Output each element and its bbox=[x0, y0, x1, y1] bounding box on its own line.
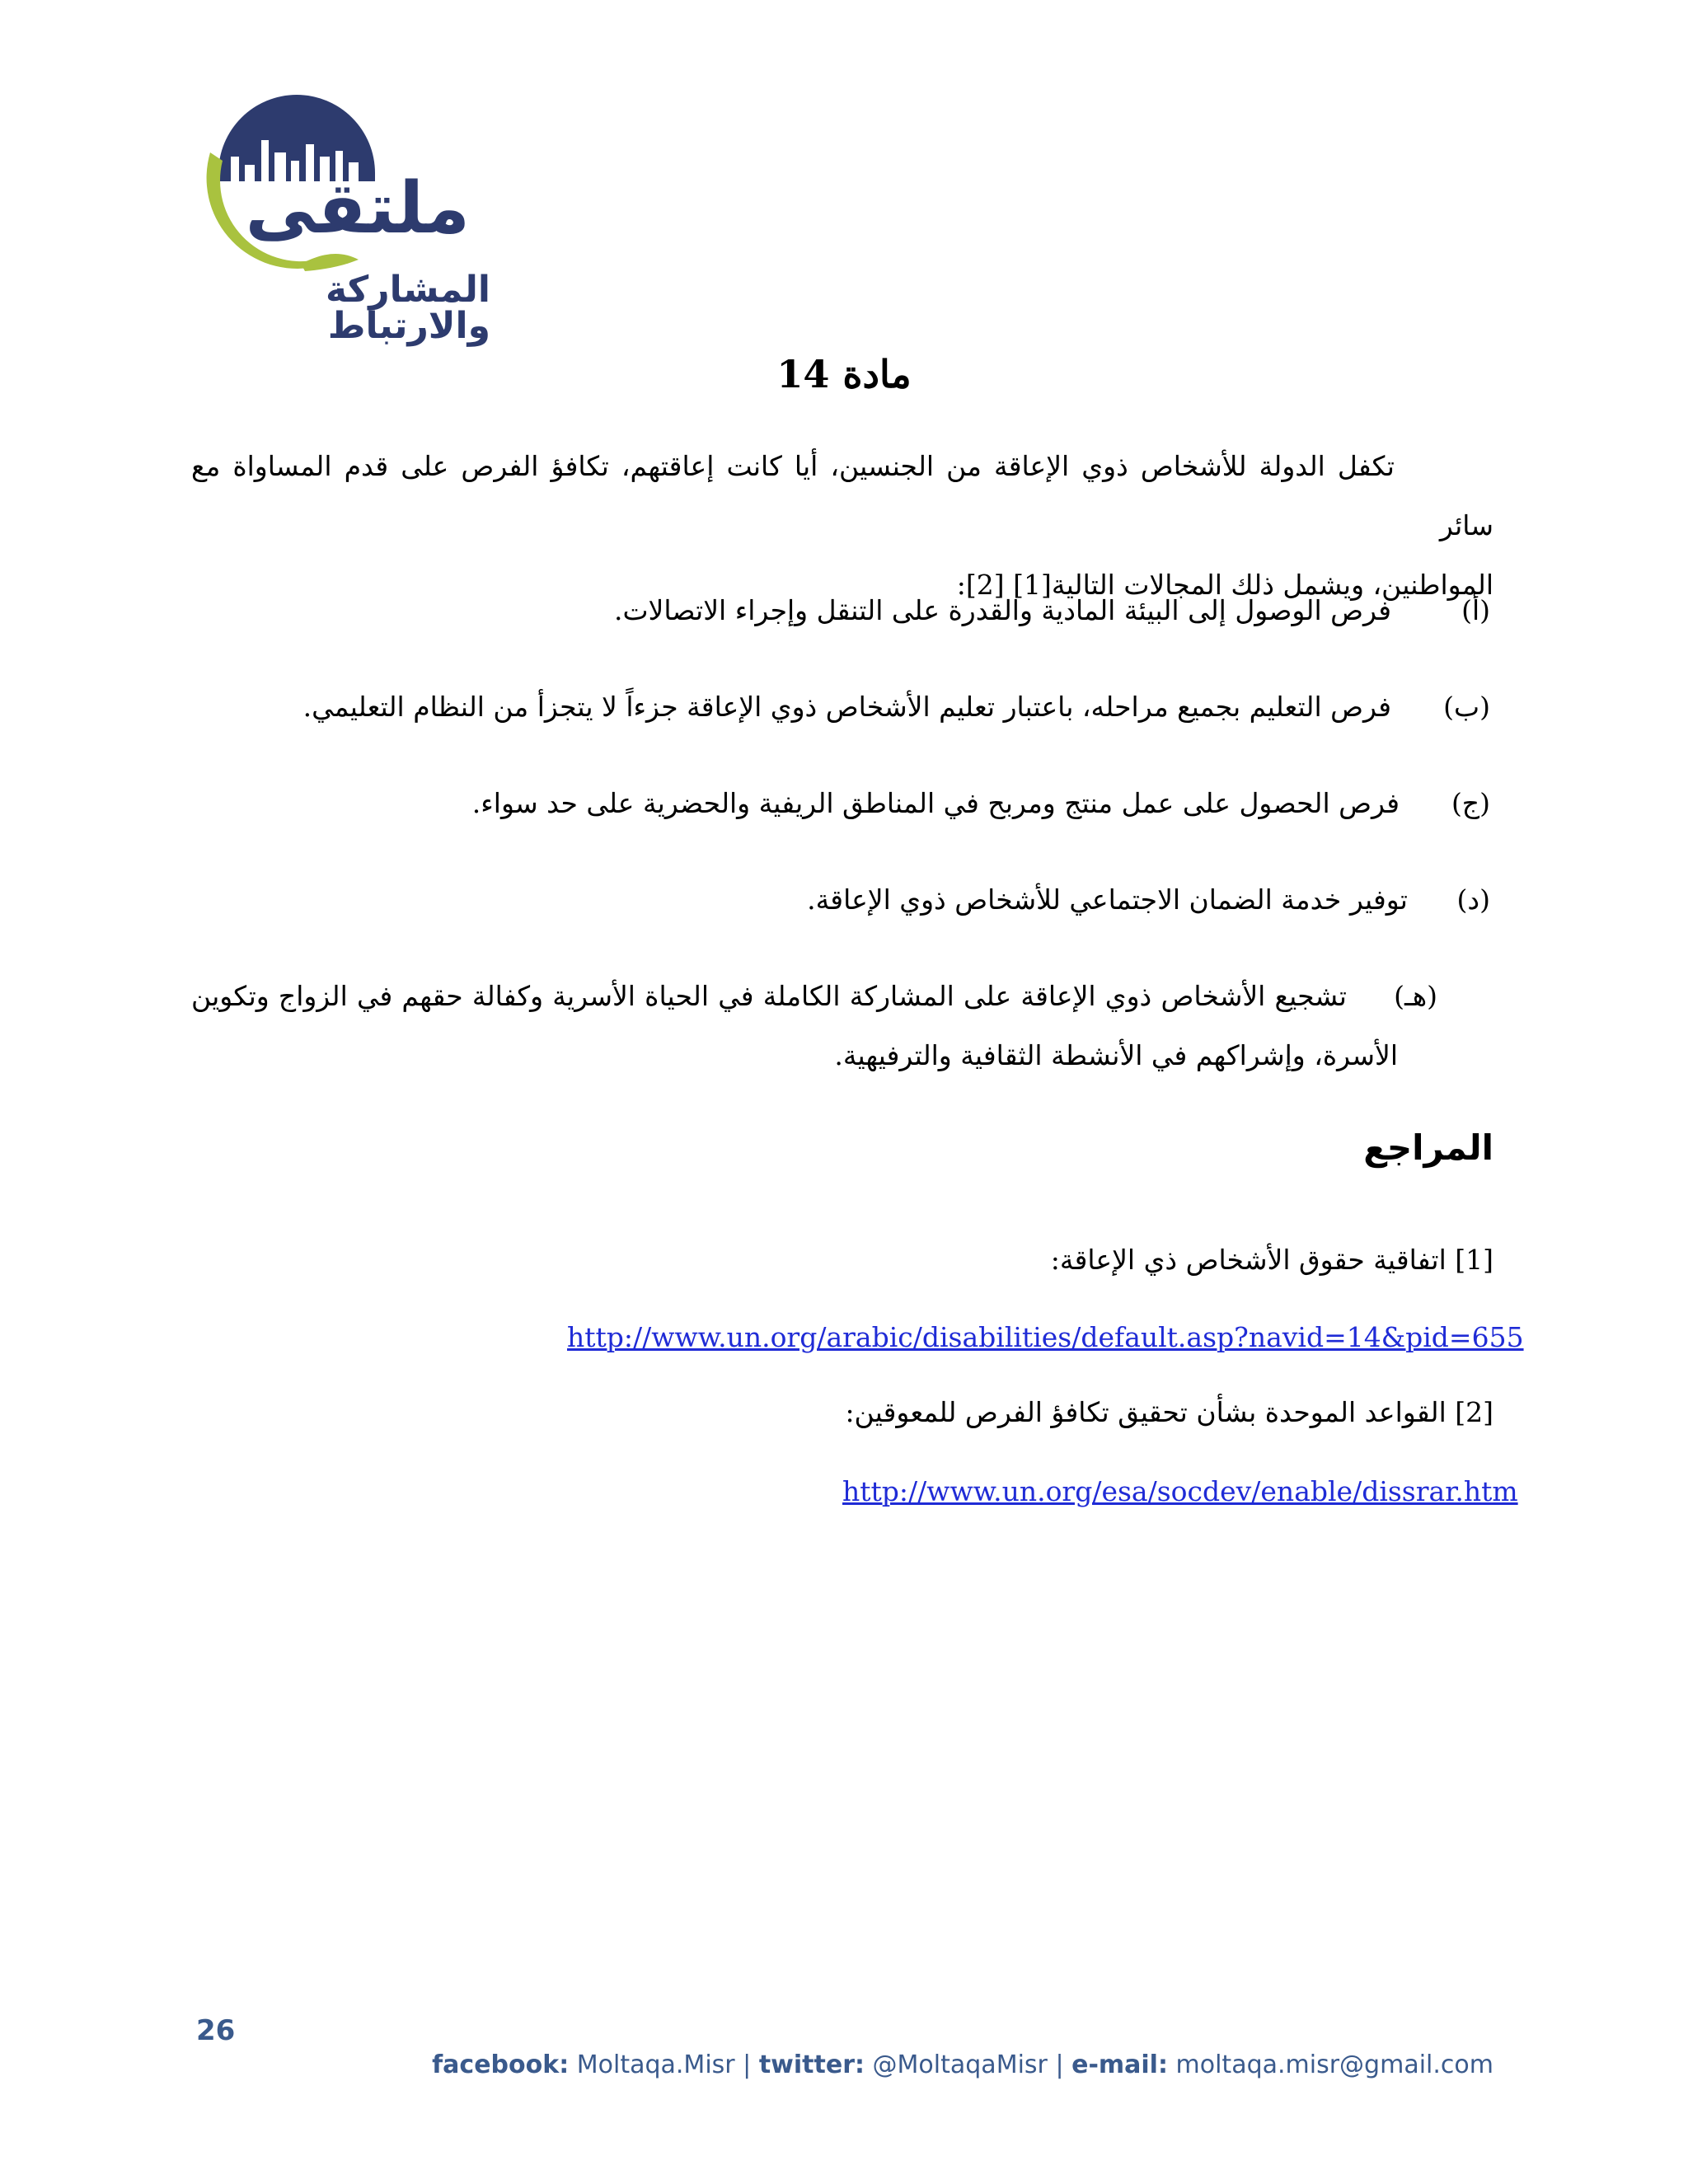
list-item bbox=[188, 677, 1490, 737]
email-value[interactable]: moltaqa.misr@gmail.com bbox=[1175, 2050, 1493, 2079]
separator: | bbox=[743, 2050, 752, 2079]
list-item bbox=[191, 967, 1493, 1085]
twitter-value[interactable]: @MoltaqaMisr bbox=[872, 2050, 1048, 2079]
reference-label: [1] اتفاقية حقوق الأشخاص ذي الإعاقة: bbox=[1050, 1244, 1493, 1276]
reference-link[interactable]: http://www.un.org/esa/socdev/enable/dissrar.htm bbox=[842, 1475, 1518, 1507]
twitter-label: twitter: bbox=[758, 2050, 865, 2079]
intro-line-2: المواطنين، ويشمل ذلك المجالات التالية[1] [2]: bbox=[956, 569, 1493, 601]
item-marker: (د) bbox=[1456, 883, 1490, 916]
item-text: فرص التعليم بجميع مراحله، باعتبار تعليم الأشخاص ذوي الإعاقة جزءاً لا يتجزأ من النظام التعليمي. bbox=[302, 691, 1391, 723]
item-text: توفير خدمة الضمان الاجتماعي للأشخاص ذوي الإعاقة. bbox=[807, 883, 1408, 916]
list-item bbox=[188, 774, 1490, 833]
item-marker: (ج) bbox=[1451, 787, 1490, 819]
logo-subtitle: المشاركة والارتباط bbox=[326, 269, 490, 347]
item-text-continued: الأسرة، وإشراكهم في الأنشطة الثقافية والترفيهية. bbox=[834, 1039, 1398, 1071]
list-item bbox=[188, 581, 1490, 640]
reference-label: [2] القواعد الموحدة بشأن تحقيق تكافؤ الفرص للمعوقين: bbox=[845, 1396, 1493, 1428]
item-text: تشجيع الأشخاص ذوي الإعاقة على المشاركة الكاملة في الحياة الأسرية وكفالة حقهم في الزواج وتكوين bbox=[191, 980, 1347, 1012]
item-text: فرص الوصول إلى البيئة المادية والقدرة على التنقل وإجراء الاتصالات. bbox=[613, 594, 1391, 626]
separator: | bbox=[1055, 2050, 1064, 2079]
email-label: e-mail: bbox=[1071, 2050, 1168, 2079]
intro-line-1: تكفل الدولة للأشخاص ذوي الإعاقة من الجنسين، أيا كانت إعاقتهم، تكافؤ الفرص على قدم المساواة مع سائر bbox=[191, 450, 1493, 541]
item-text: فرص الحصول على عمل منتج ومربح في المناطق الريفية والحضرية على حد سواء. bbox=[471, 787, 1400, 819]
article-title: مادة 14 bbox=[776, 352, 912, 396]
reference-link[interactable]: http://www.un.org/arabic/disabilities/default.asp?navid=14&pid=655 bbox=[567, 1321, 1524, 1353]
logo-name: ملتقى bbox=[245, 167, 470, 250]
item-marker: (هـ) bbox=[1394, 980, 1437, 1012]
references-title: المراجع bbox=[1363, 1127, 1493, 1168]
item-marker: (ب) bbox=[1443, 691, 1490, 723]
facebook-value[interactable]: Moltaqa.Misr bbox=[576, 2050, 735, 2079]
item-marker: (أ) bbox=[1461, 594, 1490, 626]
contact-footer bbox=[432, 2050, 1493, 2079]
list-item bbox=[188, 870, 1490, 930]
facebook-label: facebook: bbox=[432, 2050, 570, 2079]
moltaqa-logo bbox=[185, 95, 499, 347]
page-number: 26 bbox=[196, 2014, 236, 2047]
